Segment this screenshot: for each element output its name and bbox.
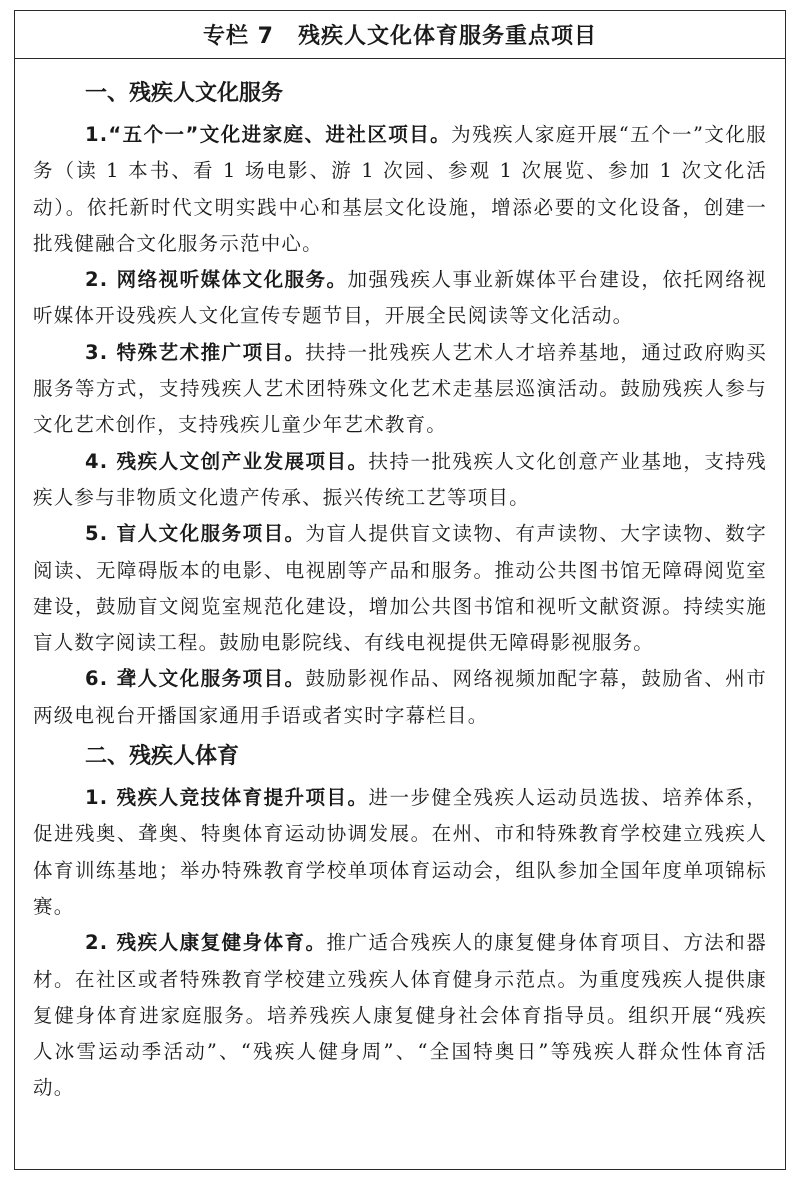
item-body: 加强残疾人事业新媒体平台建设，依托网络视听媒体开设残疾人文化宣传专题节目，开展全民阅读等文化活动。 <box>33 268 767 328</box>
item-body: 为残疾人家庭开展“五个一”文化服务（读 1 本书、看 1 场电影、游 1 次园、参观 1 次展览、参加 1 次文化活动）。依托新时代文明实践中心和基层文化设施，增添必要的文化设备，创建一批残健融合文化服务示范中心。 <box>33 123 767 255</box>
item-body: 扶持一批残疾人文化创意产业基地，支持残疾人参与非物质文化遗产传承、振兴传统工艺等项目。 <box>33 449 767 509</box>
section-heading-culture: 一、残疾人文化服务 <box>85 81 284 106</box>
item-lead: 1. 残疾人竞技体育提升项目。 <box>85 786 369 810</box>
section-heading-sports: 二、残疾人体育 <box>85 744 240 770</box>
item-lead: 3. 特殊艺术推广项目。 <box>85 340 306 364</box>
box-title-number: 专栏 7 <box>203 24 274 49</box>
item-sports-1 <box>33 780 767 925</box>
item-lead: 6. 聋人文化服务项目。 <box>85 667 306 691</box>
box-title-text: 残疾人文化体育服务重点项目 <box>297 24 597 49</box>
item-lead: 2. 残疾人康复健身体育。 <box>85 931 327 955</box>
item-lead: 5. 盲人文化服务项目。 <box>85 522 306 546</box>
item-culture-6 <box>33 661 767 734</box>
box-title <box>15 11 785 59</box>
item-lead: 1.“五个一”文化进家庭、进社区项目。 <box>85 123 452 146</box>
feature-box <box>14 10 786 1170</box>
item-sports-2 <box>33 925 767 1106</box>
item-body: 扶持一批残疾人艺术人才培养基地，通过政府购买服务等方式，支持残疾人艺术团特殊文化艺术走基层巡演活动。鼓励残疾人参与文化艺术创作，支持残疾儿童少年艺术教育。 <box>33 340 767 437</box>
item-culture-4 <box>33 444 767 517</box>
item-body: 进一步健全残疾人运动员选拔、培养体系，促进残奥、聋奥、特奥体育运动协调发展。在州、市和特殊教育学校建立残疾人体育训练基地；举办特殊教育学校单项体育运动会，组队参加全国年度单项锦标赛。 <box>33 786 767 918</box>
item-lead: 4. 残疾人文创产业发展项目。 <box>85 449 369 473</box>
box-content <box>15 59 785 1107</box>
item-body: 鼓励影视作品、网络视频加配字幕，鼓励省、州市两级电视台开播国家通用手语或者实时字幕栏目。 <box>33 667 767 727</box>
item-body: 为盲人提供盲文读物、有声读物、大字读物、数字阅读、无障碍版本的电影、电视剧等产品和服务。推动公共图书馆无障碍阅览室建设，鼓励盲文阅览室规范化建设，增加公共图书馆和视听文献资源。持续实施盲人数字阅读工程。鼓励电影院线、有线电视提供无障碍影视服务。 <box>33 522 767 655</box>
item-lead: 2. 网络视听媒体文化服务。 <box>85 268 348 292</box>
item-culture-3 <box>33 335 767 444</box>
item-body: 推广适合残疾人的康复健身体育项目、方法和器材。在社区或者特殊教育学校建立残疾人体育健身示范点。为重度残疾人提供康复健身体育进家庭服务。培养残疾人康复健身社会体育指导员。组织开展“残疾人冰雪运动季活动”、“残疾人健身周”、“全国特奥日”等残疾人群众性体育活动。 <box>33 931 767 1100</box>
item-culture-5 <box>33 516 767 661</box>
item-culture-2 <box>33 262 767 335</box>
item-culture-1 <box>33 117 767 262</box>
